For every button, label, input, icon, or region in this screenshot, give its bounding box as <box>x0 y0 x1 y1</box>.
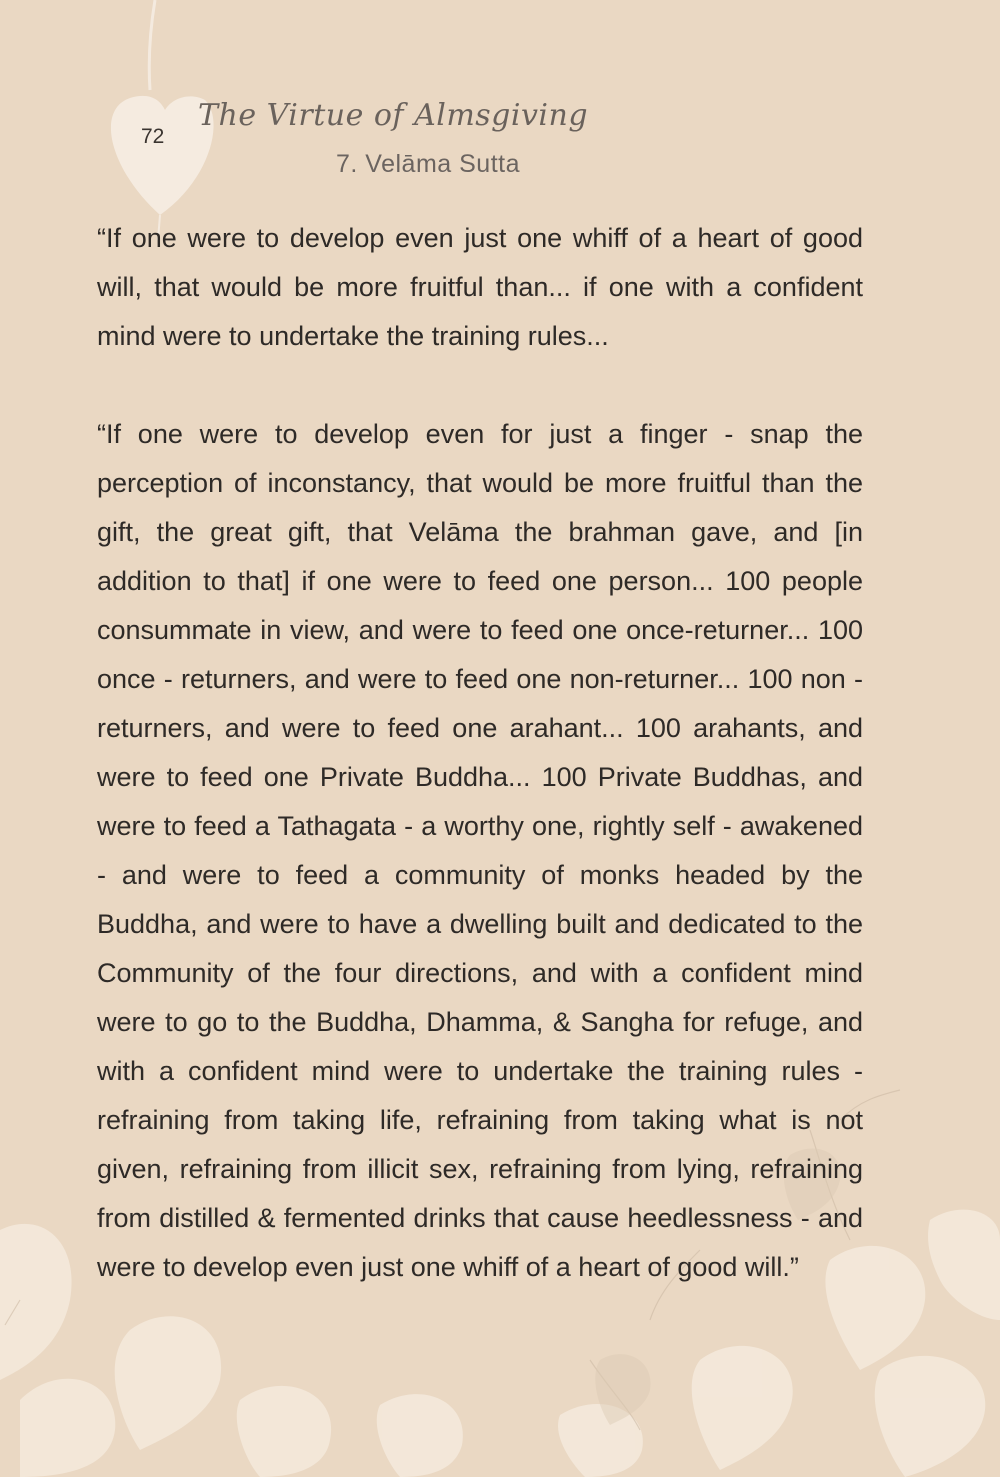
page-number: 72 <box>141 125 165 148</box>
body-text <box>97 214 863 1292</box>
paragraph: “If one were to develop even just one whiff of a heart of good will, that would be more fruitful than... if one with a confident mind were to undertake the training rules... <box>97 223 863 351</box>
book-title: The Virtue of Almsgiving <box>198 98 589 133</box>
chapter-title: 7. Velāma Sutta <box>336 150 521 178</box>
paragraph: “If one were to develop even for just a finger - snap the perception of inconstancy, that would be more fruitful than the gift, the great gift, that Velāma the brahman gave, and [in addition to that] if one were to feed one person... 100 people consummate in view, and were to feed one once-returner... 100 once - returners, and were to feed one non-returner... 100 non - returners, and were to feed one arahant... 100 arahants, and were to feed one Private Buddha... 100 Private Buddhas, and were to feed a Tathagata - a worthy one, rightly self - awakened - and were to feed a community of monks headed by the Buddha, and were to have a dwelling built and dedicated to the Community of the four directions, and with a confident mind were to go to the Buddha, Dhamma, & Sangha for refuge, and with a confident mind were to undertake the training rules - refraining from taking life, refraining from taking what is not given, refraining from illicit sex, refraining from lying, refraining from distilled & fermented drinks that cause heedlessness - and were to develop even just one whiff of a heart of good will.” <box>97 419 863 1282</box>
